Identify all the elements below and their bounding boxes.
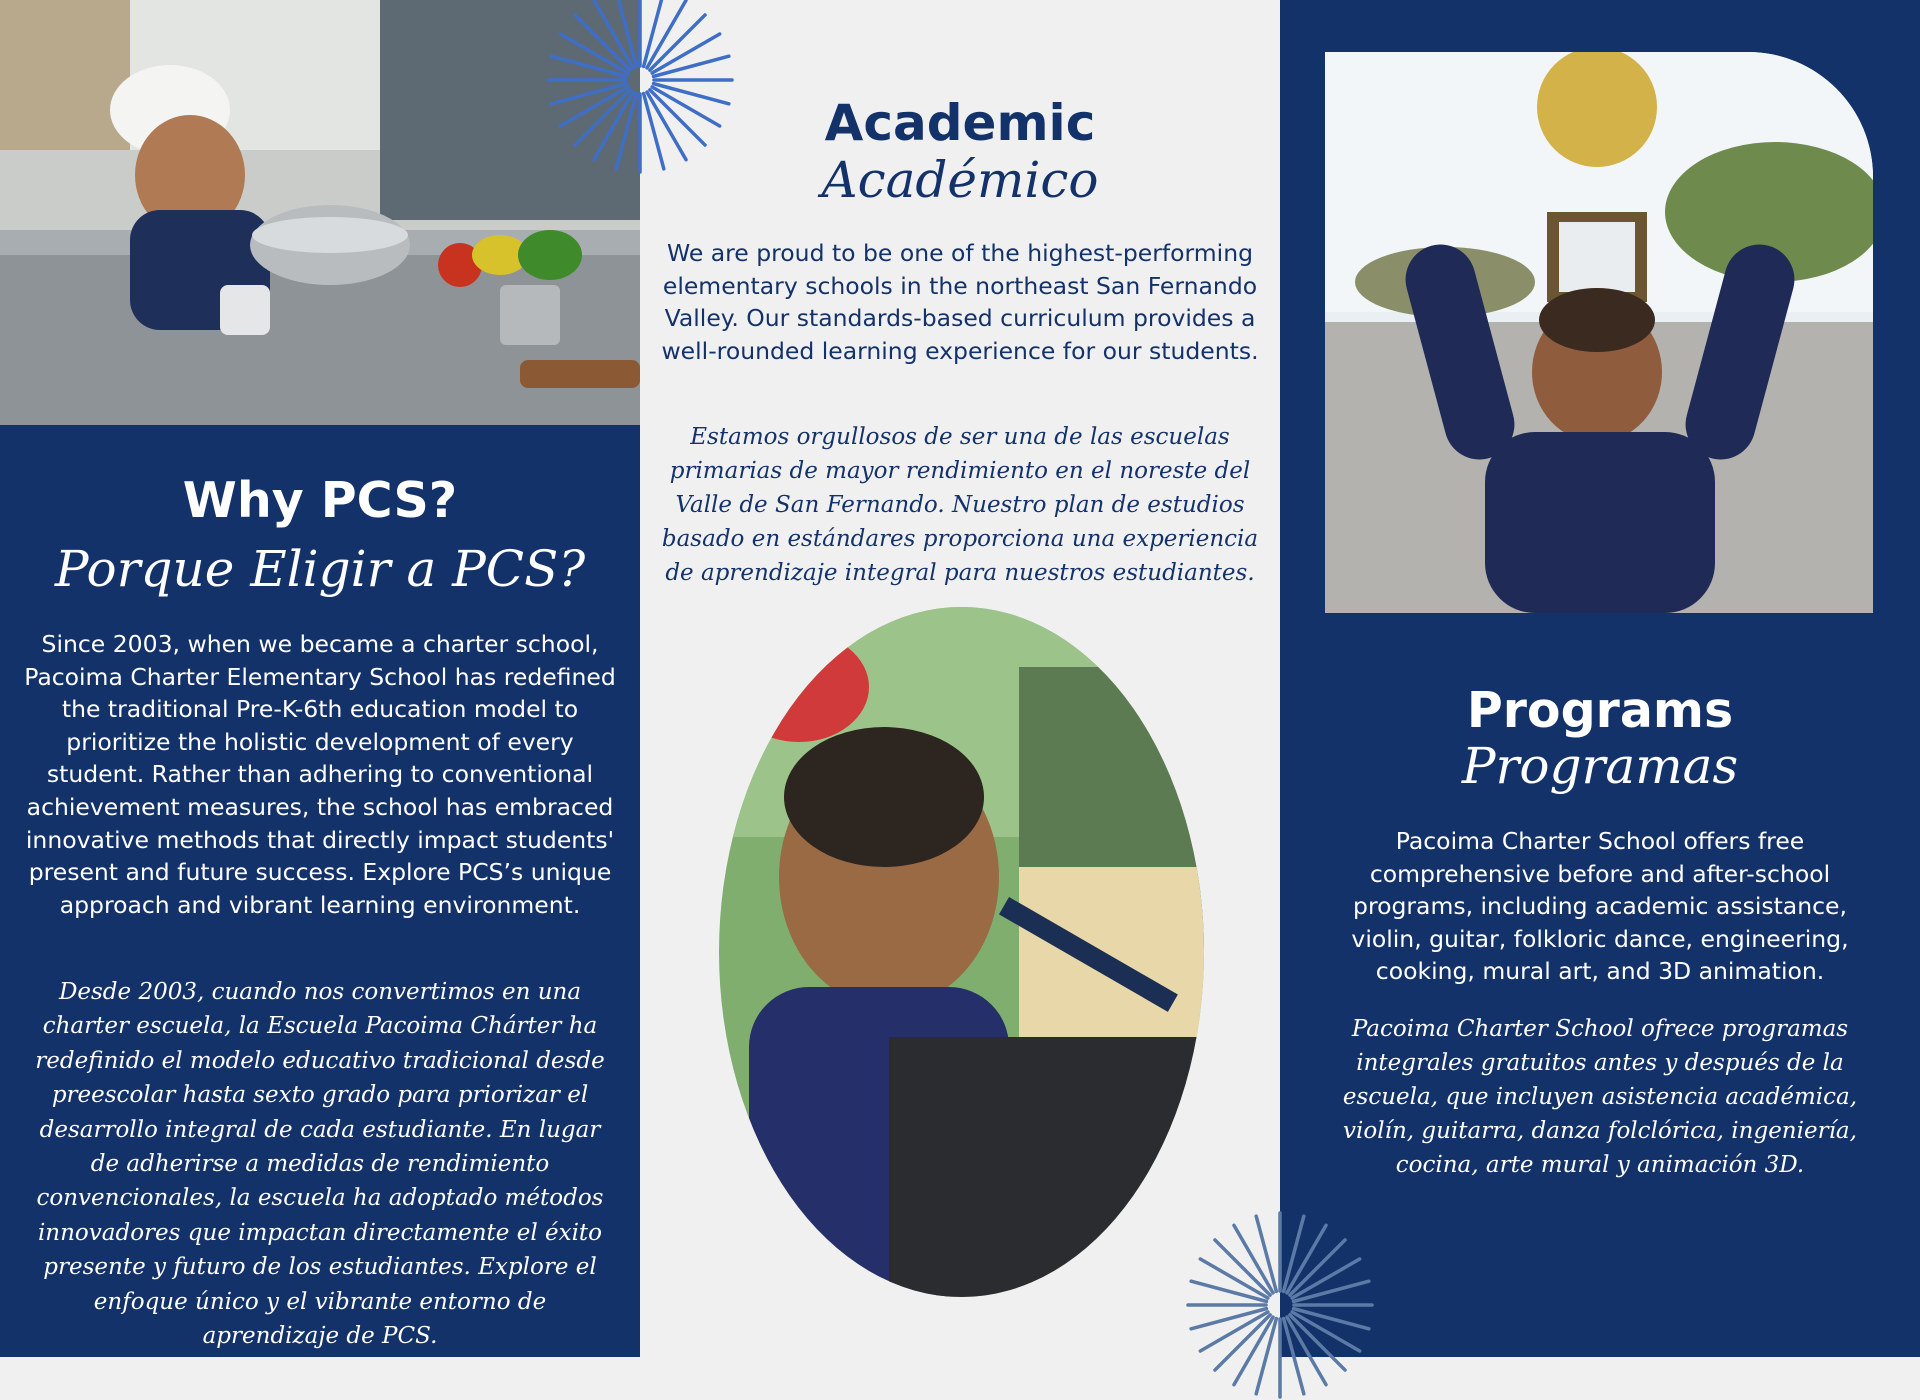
programs-panel bbox=[1280, 0, 1920, 1357]
starburst-ray bbox=[1215, 1240, 1270, 1295]
academic-title-spanish: Académico bbox=[821, 151, 1099, 209]
programs-body-english: Pacoima Charter School offers free comprehensive before and after-school programs, including academic assistance, violin, guitar, folkloric dance, engineering, cooking, mural art, and 3D animation. bbox=[1351, 827, 1849, 986]
academic-title: Academic bbox=[824, 94, 1096, 152]
academic-body-english: We are proud to be one of the highest-performing elementary schools in the northeast San Fernando Valley. Our standards-based curriculum provides a well-rounded learning experience for our students. bbox=[661, 239, 1259, 365]
programs-body-spanish: Pacoima Charter School ofrece programas integrales gratuitos antes y después de la escuela, que incluyen asistencia académica, violín, guitarra, danza folclórica, ingeniería, cocina, arte mural y animación 3D. bbox=[1342, 1016, 1858, 1178]
programs-title-spanish: Programas bbox=[1461, 737, 1739, 795]
academic-body-spanish: Estamos orgullosos de ser una de las escuelas primarias de mayor rendimiento en el noreste del Valle de San Fernando. Nuestro plan de estudios basado en estándares proporciona una experiencia de aprendizaje integral para nuestros estudiantes. bbox=[661, 424, 1259, 586]
student-trophy-photo bbox=[1325, 52, 1873, 613]
why-pcs-title-spanish: Porque Eligir a PCS? bbox=[54, 540, 586, 598]
starburst-top-icon bbox=[545, 0, 735, 175]
starburst-ray bbox=[650, 90, 705, 145]
starburst-ray bbox=[575, 15, 630, 70]
starburst-ray bbox=[1290, 1315, 1345, 1370]
student-computer-photo bbox=[719, 607, 1204, 1297]
academic-panel bbox=[640, 0, 1280, 1357]
starburst-ray bbox=[650, 15, 705, 70]
programs-title: Programs bbox=[1466, 682, 1734, 739]
why-pcs-title: Why PCS? bbox=[182, 472, 458, 529]
student-cooking-photo bbox=[0, 0, 640, 425]
starburst-ray bbox=[575, 90, 630, 145]
starburst-ray bbox=[1215, 1315, 1270, 1370]
starburst-ray bbox=[1290, 1240, 1345, 1295]
why-pcs-panel bbox=[0, 0, 640, 1357]
why-pcs-body-spanish: Desde 2003, cuando nos convertimos en una charter escuela, la Escuela Pacoima Chárter ha redefinido el modelo educativo tradicional desde preescolar hasta sexto grado para priorizar el desarrollo integral de cada estudiante. En lugar de adherirse a medidas de rendimiento convencionales, la escuela ha adoptado métodos innovadores que impactan directamente el éxito presente y futuro de los estudiantes. Explore el enfoque único y el vibrante entorno de aprendizaje de PCS. bbox=[35, 979, 605, 1350]
why-pcs-body-english: Since 2003, when we became a charter school, Pacoima Charter Elementary School has redefined the traditional Pre-K-6th education model to prioritize the holistic development of every student. Rather than adhering to conventional achievement measures, the school has embraced innovative methods that directly impact students' present and future success. Explore PCS’s unique approach and vibrant learning environment. bbox=[24, 630, 616, 919]
starburst-bottom-icon bbox=[1185, 1210, 1375, 1400]
